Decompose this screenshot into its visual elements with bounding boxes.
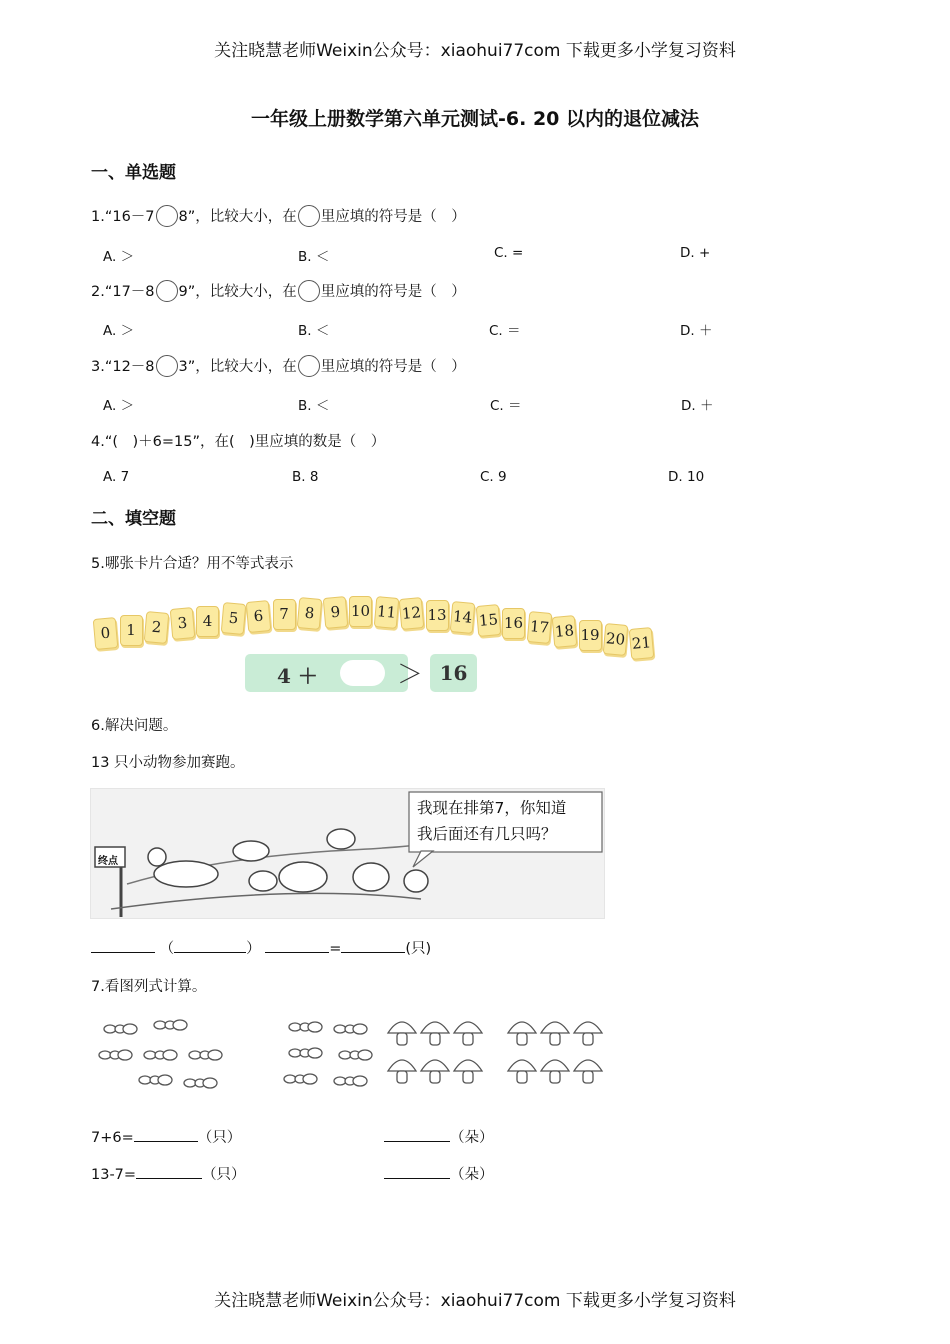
question-3-pre: 3.“12－8 xyxy=(91,359,155,375)
number-card-2[interactable]: 2 xyxy=(144,611,170,644)
ant-icon xyxy=(189,1050,222,1060)
header-banner: 关注晓慧老师Weixin公众号：xiaohui77com 下载更多小学复习资料 xyxy=(214,41,736,61)
q3-option-c[interactable]: C. ＝ xyxy=(490,398,522,414)
question-1-mid: 8”，比较大小，在 xyxy=(178,209,297,225)
number-card-8[interactable]: 8 xyxy=(297,597,323,630)
answer-blank[interactable] xyxy=(341,938,405,953)
ant-icon xyxy=(289,1048,322,1058)
ant-icon xyxy=(334,1024,367,1034)
number-card-15[interactable]: 15 xyxy=(475,604,501,637)
question-2 xyxy=(91,280,466,302)
greater-than-sign: ＞ xyxy=(397,660,424,690)
ant-icon xyxy=(334,1076,367,1086)
circle-blank xyxy=(298,280,320,302)
unit-label: (只) xyxy=(405,941,432,957)
question-7-row-2-right xyxy=(384,1163,494,1184)
question-2-post: 里应填的符号是（ ） xyxy=(320,284,466,300)
expression-box xyxy=(245,654,408,692)
unit-label: （朵） xyxy=(450,1167,494,1183)
question-3-mid: 3”，比较大小，在 xyxy=(178,359,297,375)
number-card-9[interactable]: 9 xyxy=(322,596,348,629)
q1-option-a[interactable]: A. ＞ xyxy=(103,249,135,265)
number-card-11[interactable]: 11 xyxy=(373,596,399,629)
question-6-answer-line xyxy=(91,937,431,958)
number-card-20[interactable]: 20 xyxy=(603,623,629,656)
question-6-context: 13 只小动物参加赛跑。 xyxy=(91,755,245,771)
q2-option-c[interactable]: C. ＝ xyxy=(489,323,521,339)
ant-icon xyxy=(289,1022,322,1032)
race-picture xyxy=(90,788,605,919)
ant-icon xyxy=(284,1074,317,1084)
number-card-19[interactable]: 19 xyxy=(579,620,602,651)
q4-option-a[interactable]: A. 7 xyxy=(103,469,130,485)
number-card-21[interactable]: 21 xyxy=(628,627,654,660)
question-1 xyxy=(91,205,466,227)
q1-option-b[interactable]: B. ＜ xyxy=(298,249,330,265)
number-card-14[interactable]: 14 xyxy=(450,601,476,634)
unit-label: （朵） xyxy=(450,1130,494,1146)
question-4: 4.“( )＋6=15”，在( )里应填的数是（ ） xyxy=(91,434,386,450)
equals-sign: = xyxy=(329,941,342,957)
ants-mushrooms-illustration xyxy=(90,1015,610,1095)
ant-icon xyxy=(139,1075,172,1085)
answer-blank[interactable] xyxy=(384,1127,450,1142)
circle-blank xyxy=(156,355,178,377)
paren-open: （ xyxy=(159,941,175,957)
number-card-1[interactable]: 1 xyxy=(120,615,143,646)
section-heading-single-choice: 一、单选题 xyxy=(91,163,176,183)
ant-icon xyxy=(184,1078,217,1088)
number-card-6[interactable]: 6 xyxy=(246,600,272,633)
number-card-17[interactable]: 17 xyxy=(526,611,552,644)
row2-expression: 13-7= xyxy=(91,1167,137,1183)
expression-right: 16 xyxy=(430,654,477,692)
q3-option-b[interactable]: B. ＜ xyxy=(298,398,330,414)
footer-banner: 关注晓慧老师Weixin公众号：xiaohui77com 下载更多小学复习资料 xyxy=(214,1291,736,1311)
mushroom-icon xyxy=(541,1060,569,1083)
answer-blank[interactable] xyxy=(134,1127,198,1142)
speech-line-2: 我后面还有几只吗？ xyxy=(417,825,557,843)
number-card-4[interactable]: 4 xyxy=(196,606,219,637)
q2-option-b[interactable]: B. ＜ xyxy=(298,323,330,339)
mushroom-icon xyxy=(421,1060,449,1083)
page-title: 一年级上册数学第六单元测试-6. 20 以内的退位减法 xyxy=(251,108,699,130)
ant-icon xyxy=(154,1020,187,1030)
mushroom-icon xyxy=(388,1060,416,1083)
mushroom-icon xyxy=(454,1060,482,1083)
number-card-16[interactable]: 16 xyxy=(502,608,525,639)
mushroom-icon xyxy=(508,1060,536,1083)
unit-label: （只） xyxy=(197,1130,242,1146)
paren-close: ） xyxy=(246,941,261,957)
mushroom-icon xyxy=(574,1022,602,1045)
number-card-0[interactable]: 0 xyxy=(93,617,119,650)
finish-sign: 终点 xyxy=(98,856,118,867)
number-card-10[interactable]: 10 xyxy=(349,596,372,627)
ant-icon xyxy=(144,1050,177,1060)
mushroom-icon xyxy=(574,1060,602,1083)
ants-mushrooms-figure xyxy=(90,1015,610,1095)
circle-blank xyxy=(298,355,320,377)
q4-option-b[interactable]: B. 8 xyxy=(292,469,319,485)
expression-left: 4 ＋ xyxy=(277,664,318,688)
number-card-12[interactable]: 12 xyxy=(399,597,425,630)
question-7-row-2 xyxy=(91,1163,246,1184)
question-7-row-1-right xyxy=(384,1126,494,1147)
question-2-pre: 2.“17－8 xyxy=(91,284,155,300)
q2-option-a[interactable]: A. ＞ xyxy=(103,323,135,339)
number-card-13[interactable]: 13 xyxy=(426,600,449,631)
q1-option-c[interactable]: C. = xyxy=(494,245,524,261)
question-7: 7.看图列式计算。 xyxy=(91,979,207,995)
question-6: 6.解决问题。 xyxy=(91,718,178,734)
blank-card-slot[interactable] xyxy=(340,660,385,686)
speech-bubble xyxy=(417,795,566,847)
row1-expression: 7+6= xyxy=(91,1130,134,1146)
q1-option-d[interactable]: D. + xyxy=(680,245,711,261)
mushroom-icon xyxy=(388,1022,416,1045)
question-5: 5.哪张卡片合适？用不等式表示 xyxy=(91,556,294,572)
circle-blank xyxy=(298,205,320,227)
q4-option-c[interactable]: C. 9 xyxy=(480,469,507,485)
number-cards-figure xyxy=(90,588,660,694)
speech-line-1: 我现在排第7，你知道 xyxy=(417,799,567,817)
section-heading-fill-blank: 二、填空题 xyxy=(91,509,176,529)
question-3 xyxy=(91,355,466,377)
circle-blank xyxy=(156,280,178,302)
question-1-post: 里应填的符号是（ ） xyxy=(320,209,466,225)
question-2-mid: 9”，比较大小，在 xyxy=(178,284,297,300)
question-1-pre: 1.“16－7 xyxy=(91,209,155,225)
question-3-post: 里应填的符号是（ ） xyxy=(320,359,466,375)
unit-label: （只） xyxy=(202,1167,246,1183)
q2-option-d[interactable]: D. ＋ xyxy=(680,323,713,339)
answer-blank[interactable] xyxy=(265,938,329,953)
number-card-5[interactable]: 5 xyxy=(220,602,246,635)
mushroom-icon xyxy=(421,1022,449,1045)
answer-blank[interactable] xyxy=(136,1164,202,1179)
number-card-18[interactable]: 18 xyxy=(552,615,578,648)
ant-icon xyxy=(99,1050,132,1060)
q3-option-a[interactable]: A. ＞ xyxy=(103,398,135,414)
number-card-7[interactable]: 7 xyxy=(273,599,296,630)
ant-icon xyxy=(104,1024,137,1034)
mushroom-icon xyxy=(541,1022,569,1045)
mushroom-icon xyxy=(508,1022,536,1045)
number-card-row xyxy=(90,588,660,658)
answer-blank[interactable] xyxy=(174,938,246,953)
number-card-3[interactable]: 3 xyxy=(169,608,195,641)
q4-option-d[interactable]: D. 10 xyxy=(668,469,705,485)
question-7-row-1 xyxy=(91,1126,241,1147)
mushroom-icon xyxy=(454,1022,482,1045)
ant-icon xyxy=(339,1050,372,1060)
answer-blank[interactable] xyxy=(384,1164,450,1179)
answer-blank[interactable] xyxy=(91,938,155,953)
circle-blank xyxy=(156,205,178,227)
q3-option-d[interactable]: D. ＋ xyxy=(681,398,714,414)
